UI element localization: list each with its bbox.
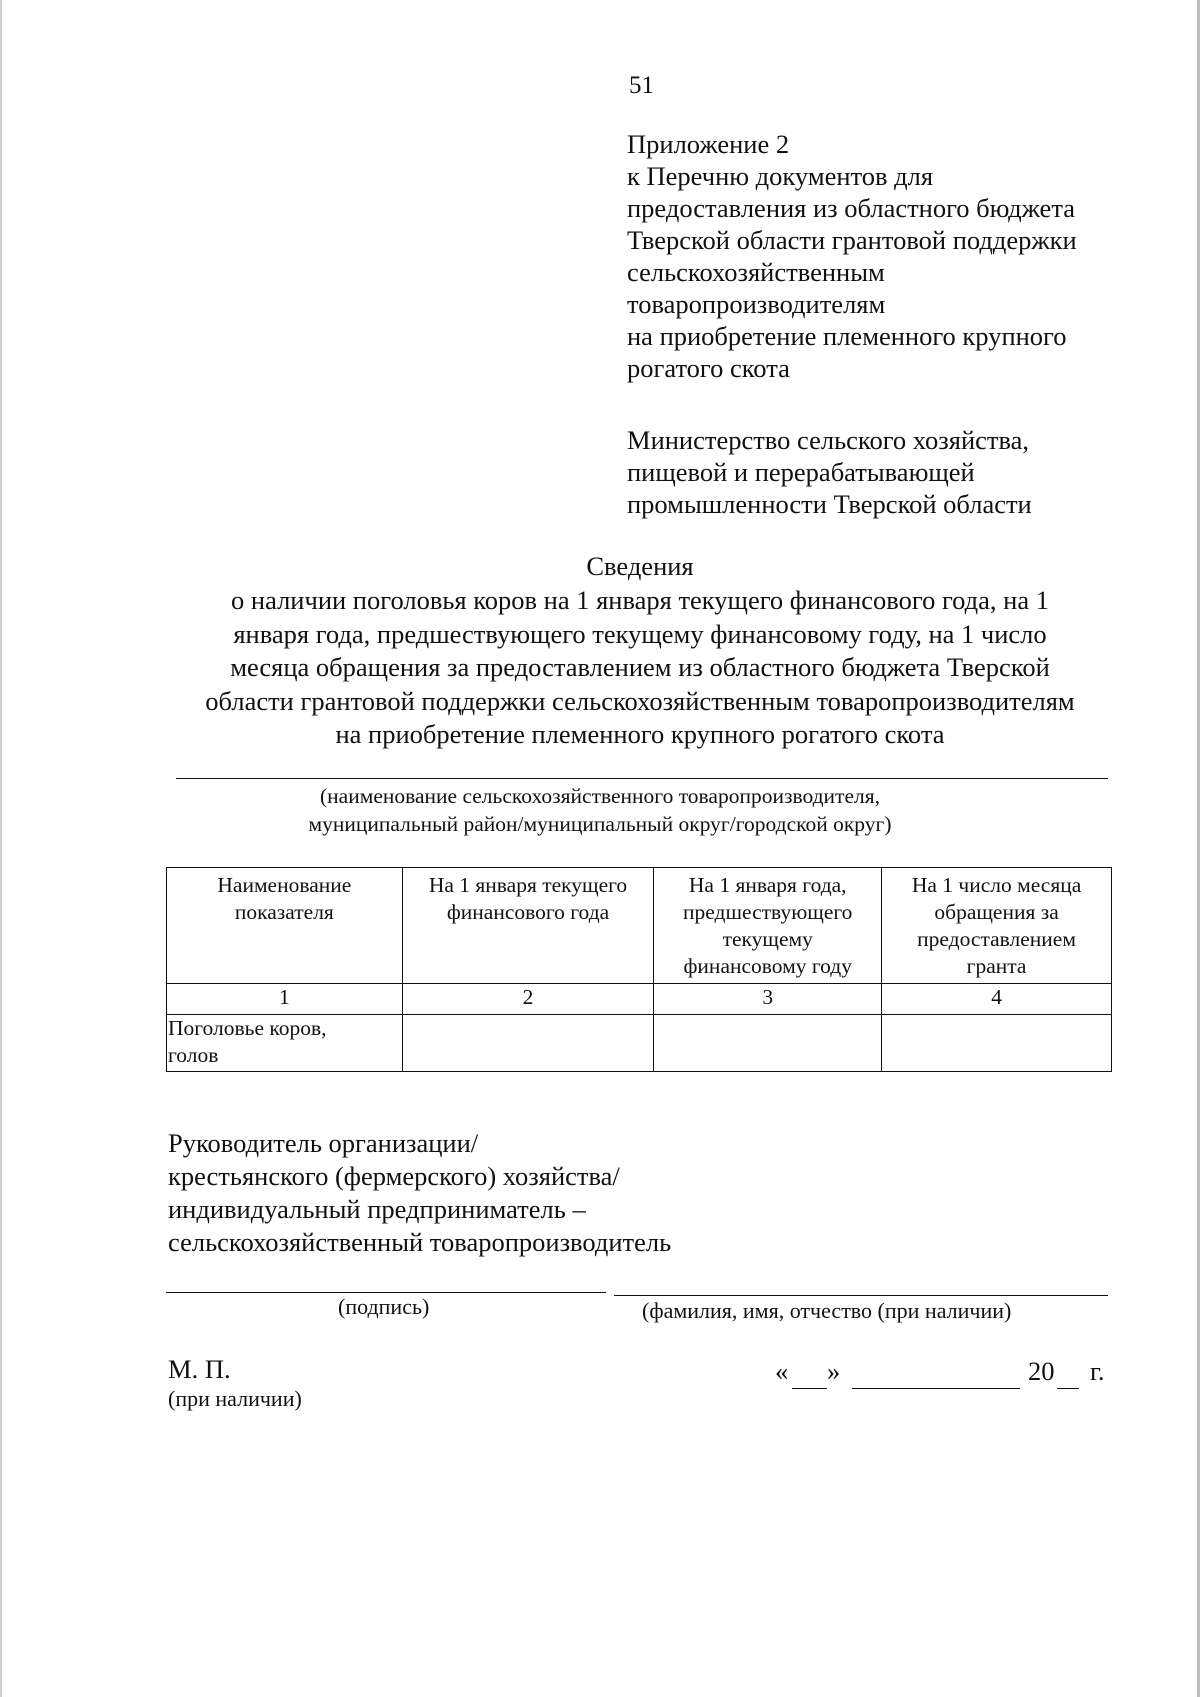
full-name-caption: (фамилия, имя, отчество (при наличии) xyxy=(642,1298,1012,1323)
subtitle-line: января года, предшествующего текущему финансовому году, на 1 число xyxy=(233,618,1047,649)
appendix-line: к Перечню документов для xyxy=(627,161,934,191)
appendix-line: Приложение 2 xyxy=(627,129,790,159)
subtitle-line: на приобретение племенного крупного рогатого скота xyxy=(335,719,945,749)
date-year-prefix: 20 xyxy=(1028,1356,1055,1386)
row-label xyxy=(167,1015,403,1072)
full-name-field[interactable] xyxy=(614,1295,1108,1296)
date-field xyxy=(775,1356,1115,1392)
table-row xyxy=(167,1015,1112,1072)
document-subtitle xyxy=(160,584,1120,752)
signature-caption: (подпись) xyxy=(338,1294,430,1319)
column-header xyxy=(654,868,882,984)
value-cell-jan1-current-year[interactable] xyxy=(402,1015,654,1072)
caption-line: (наименование сельскохозяйственного товаропроизводителя, xyxy=(320,784,880,808)
date-year-field[interactable] xyxy=(1057,1360,1079,1389)
date-month-field[interactable] xyxy=(852,1360,1020,1389)
column-number-row xyxy=(167,984,1112,1015)
row-label-line: Поголовье коров, xyxy=(168,1016,327,1040)
header-line: гранта xyxy=(966,954,1027,978)
livestock-table xyxy=(166,867,1112,1072)
header-line: На 1 января года, xyxy=(688,873,847,897)
stamp-label: М. П. xyxy=(168,1354,231,1384)
table-header-row xyxy=(167,868,1112,984)
signatory-line: крестьянского (фермерского) хозяйства/ xyxy=(168,1161,620,1191)
header-line: финансового года xyxy=(446,900,610,924)
header-line: текущему xyxy=(722,927,813,951)
header-line: обращения за xyxy=(934,900,1059,924)
date-open-quote: « xyxy=(775,1356,789,1386)
date-day-field[interactable] xyxy=(792,1360,827,1389)
header-line: На 1 января текущего xyxy=(428,873,628,897)
addressee-block xyxy=(627,424,1147,520)
column-header xyxy=(402,868,654,984)
subtitle-line: о наличии поголовья коров на 1 января текущего финансового года, на 1 xyxy=(231,585,1049,615)
header-line: показателя xyxy=(234,900,334,924)
page-edge-left xyxy=(0,0,2,1697)
subtitle-line: области грантовой поддержки сельскохозяйственным товаропроизводителям xyxy=(205,685,1075,716)
appendix-note xyxy=(627,128,1147,384)
header-line: предшествующего xyxy=(683,900,853,924)
addressee-line: промышленности Тверской области xyxy=(627,489,1032,519)
signatory-title xyxy=(168,1127,808,1259)
header-line: На 1 число месяца xyxy=(911,873,1082,897)
date-close-quote: » xyxy=(827,1356,841,1386)
header-line: Наименование xyxy=(217,873,352,897)
column-header xyxy=(167,868,403,984)
document-title: Сведения xyxy=(586,551,694,581)
appendix-line: сельскохозяйственным xyxy=(627,257,885,287)
signatory-line: Руководитель организации/ xyxy=(168,1128,479,1158)
column-header xyxy=(882,868,1112,984)
appendix-line: товаропроизводителям xyxy=(627,289,886,319)
appendix-line: на приобретение племенного крупного xyxy=(627,321,1067,351)
signatory-line: индивидуальный предприниматель – xyxy=(168,1194,586,1224)
column-number: 4 xyxy=(882,984,1112,1015)
appendix-line: Тверской области грантовой поддержки xyxy=(627,225,1077,255)
caption-line: муниципальный район/муниципальный округ/городской округ) xyxy=(308,812,892,836)
column-number: 3 xyxy=(654,984,882,1015)
addressee-line: пищевой и перерабатывающей xyxy=(627,457,975,487)
subtitle-line: месяца обращения за предоставлением из областного бюджета Тверской xyxy=(230,652,1050,682)
row-label-line: голов xyxy=(168,1043,219,1067)
appendix-line: предоставления из областного бюджета xyxy=(627,193,1075,223)
appendix-line: рогатого скота xyxy=(627,353,790,383)
header-line: предоставлением xyxy=(917,927,1076,951)
signature-field[interactable] xyxy=(166,1292,606,1293)
addressee-line: Министерство сельского хозяйства, xyxy=(627,425,1030,455)
signatory-line: сельскохозяйственный товаропроизводитель xyxy=(168,1227,672,1257)
value-cell-jan1-previous-year[interactable] xyxy=(654,1015,882,1072)
value-cell-application-month[interactable] xyxy=(882,1015,1112,1072)
producer-name-field[interactable] xyxy=(176,778,1108,779)
column-number: 2 xyxy=(402,984,654,1015)
column-number: 1 xyxy=(167,984,403,1015)
page-number: 51 xyxy=(629,72,654,99)
producer-name-caption xyxy=(240,782,960,838)
date-year-suffix: г. xyxy=(1090,1356,1105,1386)
header-line: финансовому году xyxy=(683,954,852,978)
stamp-note: (при наличии) xyxy=(168,1386,302,1411)
